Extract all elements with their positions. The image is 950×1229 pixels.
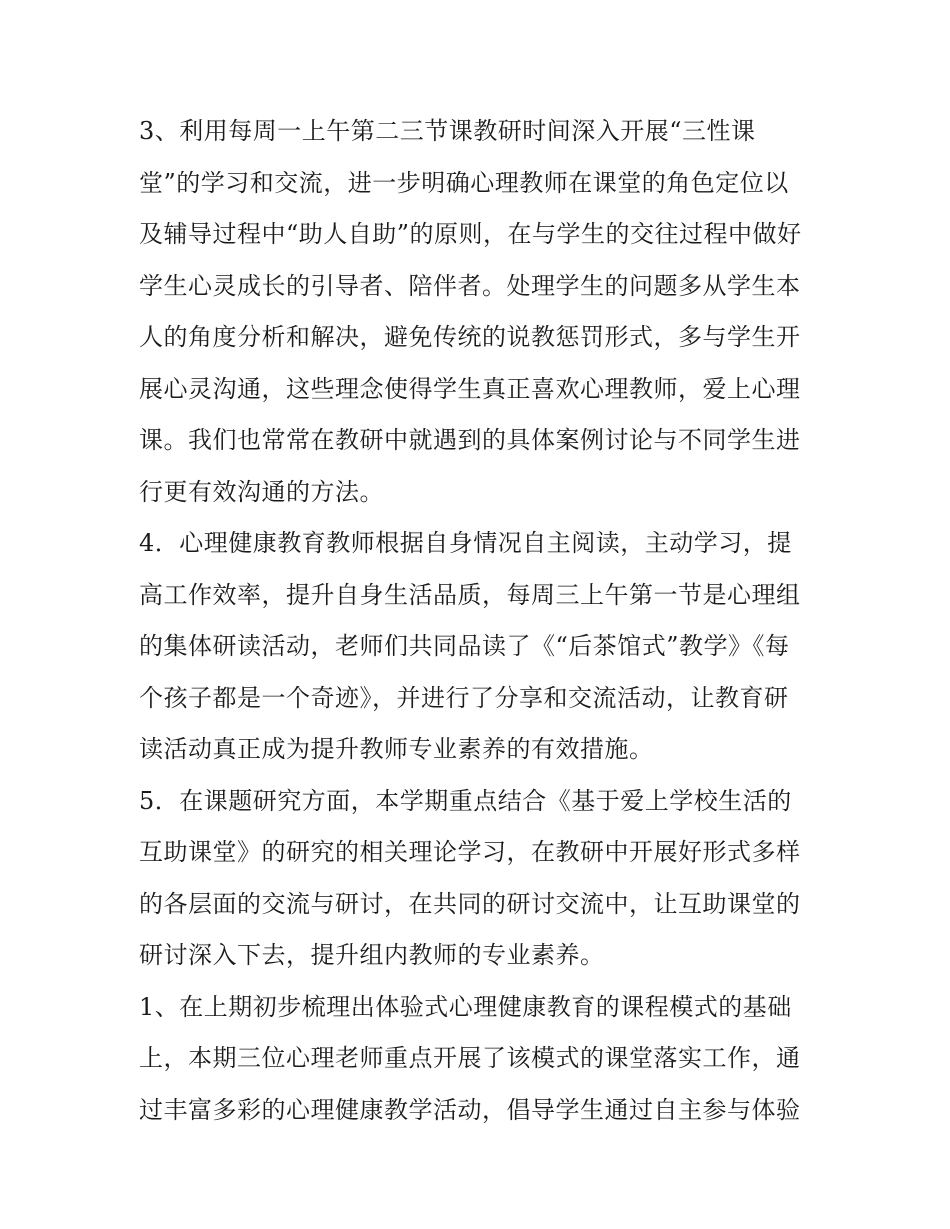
text-line: 1、在上期初步梳理出体验式心理健康教育的课程模式的基础 xyxy=(139,992,792,1021)
text-line: 4．心理健康教育教师根据自身情况自主阅读，主动学习，提 xyxy=(139,529,792,557)
body-text xyxy=(139,106,819,1136)
text-line: 的各层面的交流与研讨，在共同的研讨交流中，让互助课堂的 xyxy=(139,889,801,918)
text-line: 互助课堂》的研究的相关理论学习，在教研中开展好形式多样 xyxy=(139,838,801,866)
text-line: 研讨深入下去，提升组内教师的专业素养。 xyxy=(139,941,605,969)
text-line: 的集体研读活动，老师们共同品读了《“后茶馆式”教学》《每 xyxy=(139,632,790,660)
text-line: 展心灵沟通，这些理念使得学生真正喜欢心理教师，爱上心理 xyxy=(139,374,801,403)
text-line: 上，本期三位心理老师重点开展了该模式的课堂落实工作，通 xyxy=(139,1044,801,1072)
text-line: 高工作效率，提升自身生活品质，每周三上午第一节是心理组 xyxy=(139,580,801,609)
text-line: 读活动真正成为提升教师专业素养的有效措施。 xyxy=(139,735,654,763)
text-line: 个孩子都是一个奇迹》，并进行了分享和交流活动，让教育研 xyxy=(139,683,789,712)
text-line: 3、利用每周一上午第二三节课教研时间深入开展“三性课 xyxy=(139,117,756,145)
text-line: 人的角度分析和解决，避免传统的说教惩罚形式，多与学生开 xyxy=(139,323,801,351)
text-line: 及辅导过程中“助人自助”的原则，在与学生的交往过程中做好 xyxy=(139,220,802,248)
text-line: 行更有效沟通的方法。 xyxy=(139,477,384,506)
text-line: 堂”的学习和交流，进一步明确心理教师在课堂的角色定位以 xyxy=(139,168,789,197)
text-line: 过丰富多彩的心理健康教学活动，倡导学生通过自主参与体验 xyxy=(139,1095,801,1124)
text-line: 课。我们也常常在教研中就遇到的具体案例讨论与不同学生进 xyxy=(139,426,801,454)
text-line: 5．在课题研究方面，本学期重点结合《基于爱上学校生活的 xyxy=(139,786,792,815)
text-line: 学生心灵成长的引导者、陪伴者。处理学生的问题多从学生本 xyxy=(139,271,801,300)
